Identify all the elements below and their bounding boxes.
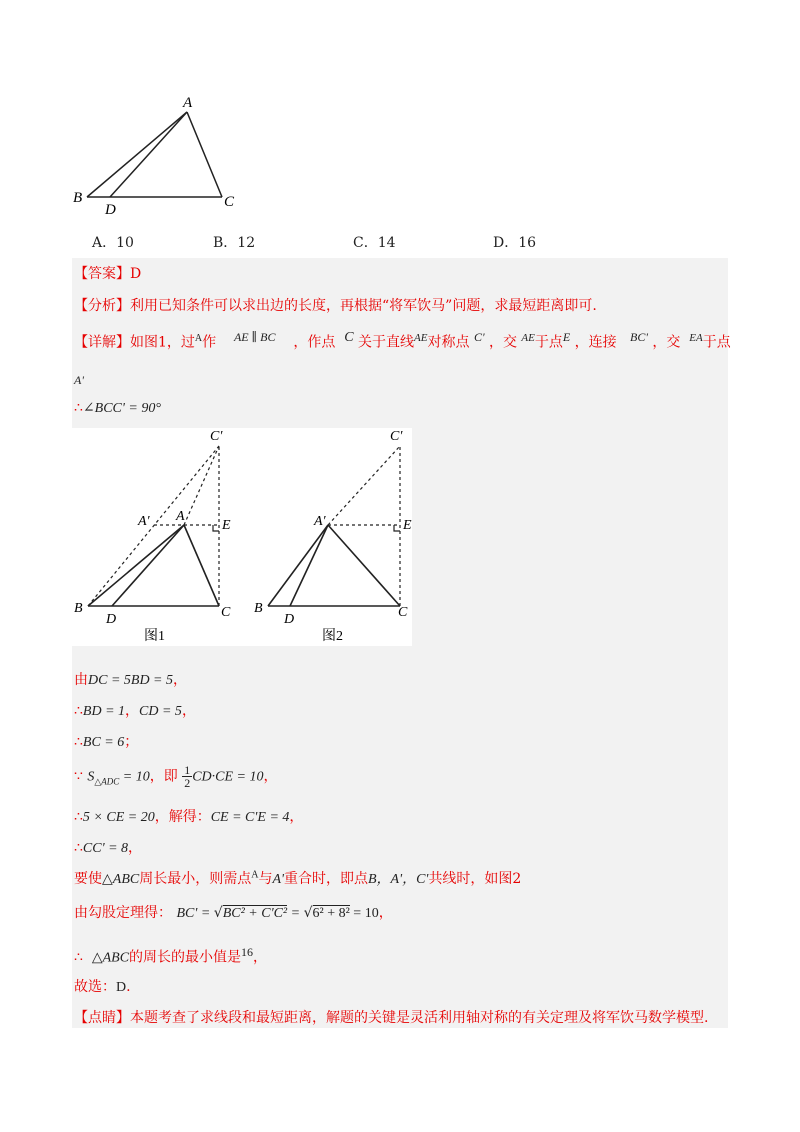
detail-text-1d: 关于直线: [358, 334, 415, 351]
choice-d[interactable]: D．16: [493, 235, 537, 251]
analysis-line: [74, 295, 597, 315]
label-b: B: [73, 190, 83, 206]
fig2-label-cprime: C′: [390, 429, 403, 444]
step7-e: 共线时，如图2: [428, 871, 522, 887]
fig2-label-d: D: [284, 612, 295, 627]
step1-post: ，: [173, 672, 188, 688]
detail-text-1b: 作: [202, 334, 217, 351]
fig2-ab: [268, 525, 328, 606]
fig1-label-cprime: C′: [210, 429, 223, 444]
answer-tag: 【答案】: [74, 266, 130, 282]
math-a: A: [194, 333, 203, 344]
fig1-label-e: E: [222, 518, 231, 533]
step5-math1: 5 × CE = 20: [82, 810, 155, 825]
step-line-2: [74, 700, 196, 720]
step10-post: .: [126, 979, 131, 995]
step-line-7: [74, 868, 521, 888]
fig2-aprime-cprime-dashed: [328, 446, 400, 525]
math-e: E: [562, 330, 571, 344]
step6-therefore: ∴: [74, 840, 83, 856]
fig1-label-a: A: [176, 509, 185, 524]
comment-tag: 【点睛】: [74, 1010, 130, 1026]
step4-frac-den: 2: [184, 776, 191, 790]
step8-radicand1: BC² + C'C²: [222, 906, 288, 921]
step3-therefore: ∴: [74, 734, 83, 750]
step4-post: ，: [263, 768, 278, 785]
segment-ac: [187, 112, 222, 197]
detail-text-1i: ，交: [652, 334, 681, 351]
step7-math2: A: [251, 869, 259, 881]
choice-b[interactable]: B．12: [213, 235, 256, 251]
figure-1: [74, 429, 231, 644]
step9-math1: △ABC: [91, 950, 130, 966]
step7-math4: B，A'，C': [368, 872, 429, 887]
segment-ad: [110, 112, 187, 197]
analysis-tag: 【分析】: [74, 298, 130, 314]
step-line-4: [74, 764, 278, 789]
step3-math: BC = 6: [82, 735, 125, 750]
step-line-1: [74, 669, 187, 689]
step1-math: DC = 5BD = 5: [88, 673, 174, 688]
step9-post: ，: [253, 949, 268, 966]
detail-text-1e: 对称点: [427, 334, 470, 351]
fig2-label-aprime: A′: [314, 514, 326, 529]
sqrt-icon-2: √: [303, 905, 313, 921]
fig1-ad: [112, 525, 184, 606]
detail-text-1j: 于点: [702, 334, 731, 351]
solution-figures: [72, 428, 412, 646]
step2-therefore: ∴: [74, 703, 83, 719]
step9-a: 的周长的最小值是: [129, 949, 242, 966]
detail-text-1a: 如图1，过: [130, 334, 195, 351]
detail-line-1-cont: [74, 372, 84, 388]
detail-text-1c: ，作点: [293, 334, 336, 351]
math-angle-bcc: ∠BCC' = 90°: [82, 401, 161, 416]
math-c: C: [344, 330, 354, 345]
step8-math3: = 10: [349, 906, 379, 921]
step-line-5: [74, 806, 303, 826]
choice-a[interactable]: A．10: [92, 235, 134, 251]
problem-figure: [70, 90, 250, 220]
step4-fraction: [182, 764, 192, 789]
figures-svg: [72, 428, 412, 646]
detail-text-1g: 于点: [534, 334, 563, 351]
therefore-symbol: ∴: [74, 400, 83, 416]
step4-area-val: = 10: [119, 769, 150, 785]
fig1-label-c: C: [221, 605, 231, 620]
math-bc-prime: BC': [630, 330, 648, 344]
step4-math2: CD·CE = 10: [192, 769, 264, 785]
fig1-caption: 图1: [144, 629, 165, 644]
step6-post: ，: [128, 840, 143, 856]
fig1-ac: [184, 525, 219, 606]
step7-math3: A': [272, 872, 284, 887]
step10-a: 故选：: [74, 979, 116, 995]
step7-b: 周长最小，则需点: [139, 871, 252, 887]
step5-post: ，: [289, 809, 304, 825]
step4-area-sub: △ADC: [94, 776, 120, 787]
step5-math2: CE = C'E = 4: [210, 810, 290, 825]
step7-a: 要使: [74, 871, 102, 887]
segment-ab: [87, 112, 187, 197]
step7-math1: △ABC: [102, 872, 140, 887]
fig2-label-c: C: [398, 605, 408, 620]
step5-therefore: ∴: [74, 809, 83, 825]
step4-frac-num: 1: [184, 763, 191, 777]
step8-radicand2: 6² + 8²: [312, 906, 350, 921]
step8-a: 由勾股定理得：: [74, 905, 172, 921]
step9-math2: 16: [241, 945, 254, 959]
detail-line-1: [74, 330, 731, 352]
detail-text-1h: ，连接: [574, 334, 617, 351]
fig2-label-b: B: [254, 601, 263, 616]
step6-math: CC' = 8: [82, 841, 129, 856]
fig2-right-angle: [394, 525, 400, 531]
step1-pre: 由: [74, 672, 88, 688]
step3-post: ；: [124, 734, 139, 750]
fig1-a-cprime-dashed: [184, 446, 219, 525]
fig1-label-aprime: A′: [138, 514, 150, 529]
comment-line: [74, 1007, 708, 1027]
choice-c[interactable]: C．14: [353, 235, 396, 251]
detail-tag: 【详解】: [74, 334, 130, 351]
fig2-ad: [290, 525, 328, 606]
step8-post: ，: [378, 905, 393, 921]
label-a: A: [183, 95, 193, 111]
fig1-label-d: D: [106, 612, 117, 627]
sqrt-icon: √: [213, 905, 223, 921]
step2-math1: BD = 1: [82, 704, 126, 719]
step10-math: D: [116, 980, 127, 995]
step4-because: ∵: [74, 768, 83, 785]
fig2-caption: 图2: [322, 629, 343, 644]
math-a-prime: A': [74, 373, 84, 387]
label-d: D: [105, 202, 116, 218]
math-ae-parallel-bc: AE ∥ BC: [233, 330, 276, 344]
answer-value: D: [130, 266, 142, 282]
step7-c: 与: [258, 871, 273, 887]
math-c-prime: C': [473, 330, 485, 344]
step8-math2: =: [287, 906, 304, 921]
math-ea: EA: [689, 332, 703, 344]
step9-therefore: ∴: [74, 949, 83, 966]
step7-d: 重合时，即点: [284, 871, 368, 887]
detail-text-1f: ，交: [488, 334, 517, 351]
step2-post: ，: [181, 703, 196, 719]
step-line-3: [74, 731, 138, 751]
step-line-8: [74, 902, 393, 922]
answer-line: [74, 263, 141, 283]
step2-sep: ，: [125, 703, 140, 719]
math-ae: AE: [414, 332, 428, 344]
step4-mid: ，即: [149, 768, 178, 785]
angle-line: [74, 400, 161, 417]
step-line-9: [74, 945, 267, 967]
comment-text: 本题考查了求线段和最短距离，解题的关键是灵活利用轴对称的有关定理及将军饮马数学模型.: [130, 1010, 709, 1026]
fig2-ac: [328, 525, 400, 606]
step4-area-s: S: [87, 769, 95, 785]
fig1-b-cprime-dashed: [88, 446, 219, 606]
fig1-label-b: B: [74, 601, 83, 616]
label-c: C: [224, 194, 235, 210]
step8-math1: BC' =: [176, 906, 214, 921]
fig1-right-angle: [213, 525, 219, 531]
step5-mid: ，解得：: [154, 809, 211, 825]
analysis-text: 利用已知条件可以求出边的长度，再根据“将军饮马”问题，求最短距离即可.: [130, 298, 597, 314]
fig1-ab: [88, 525, 184, 606]
step2-math2: CD = 5: [139, 704, 182, 719]
fig2-label-e: E: [403, 518, 412, 533]
math-ae-2: AE: [521, 332, 535, 344]
step-line-6: [74, 837, 142, 857]
figure-2: [254, 429, 412, 644]
triangle-abc-svg: [70, 90, 250, 220]
step-line-10: [74, 976, 131, 996]
